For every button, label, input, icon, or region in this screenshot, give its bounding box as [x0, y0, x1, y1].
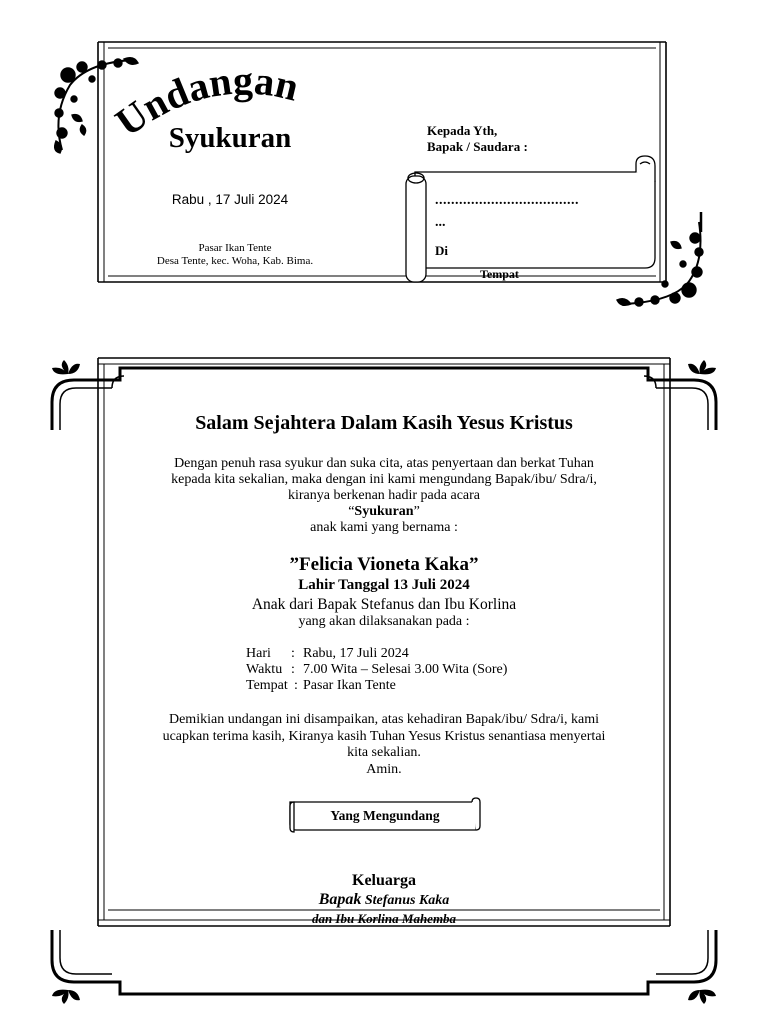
detail-waktu-value: 7.00 Wita – Selesai 3.00 Wita (Sore): [303, 662, 508, 677]
amen: Amin.: [366, 762, 402, 777]
event-name: Syukuran: [354, 504, 414, 519]
recipient-title: Bapak / Saudara :: [427, 139, 528, 154]
signature-ibu: dan Ibu Korlina Mahemba: [311, 911, 457, 925]
detail-hari-sep: :: [291, 646, 295, 661]
signature-bapak-word: Bapak: [318, 891, 362, 908]
held-on-line: yang akan dilaksanakan pada :: [298, 614, 470, 629]
quote-close: ”: [413, 504, 420, 519]
detail-tempat-label: Tempat: [246, 678, 288, 693]
detail-waktu-sep: :: [291, 662, 295, 677]
title-syukuran: Syukuran: [168, 122, 292, 154]
detail-hari-label: Hari: [246, 646, 271, 661]
detail-waktu-label: Waktu: [246, 662, 283, 677]
intro-line-3: kiranya berkenan hadir pada acara: [288, 488, 480, 503]
birth-date: Lahir Tanggal 13 Juli 2024: [298, 577, 470, 593]
recipient-name-blank: ....................................: [435, 193, 579, 208]
recipient-label: Kepada Yth,: [427, 123, 498, 138]
child-intro: anak kami yang bernama :: [310, 520, 458, 535]
venue-address: Desa Tente, kec. Woha, Kab. Bima.: [156, 255, 314, 267]
parents-line: Anak dari Bapak Stefanus dan Ibu Korlina: [251, 596, 517, 613]
closing-line-3: kita sekalian.: [347, 745, 421, 760]
signature-bapak-name: Stefanus Kaka: [361, 893, 450, 908]
recipient-name-blank-2: ...: [435, 215, 446, 230]
tempat-label: Tempat: [480, 267, 519, 281]
detail-hari-value: Rabu, 17 Juli 2024: [303, 646, 409, 661]
signature-bapak: [100, 891, 668, 909]
floral-corner-icon: [615, 212, 707, 308]
closing-line-1: Demikian undangan ini disampaikan, atas kehadiran Bapak/ibu/ Sdra/i, kami: [168, 712, 599, 727]
detail-tempat-value: Pasar Ikan Tente: [303, 678, 396, 693]
intro-line-1: Dengan penuh rasa syukur dan suka cita, atas penyertaan dan berkat Tuhan: [174, 456, 594, 471]
di-label: Di: [435, 243, 448, 258]
child-name: ”Felicia Vioneta Kaka”: [289, 554, 479, 575]
intro-line-2: kepada kita sekalian, maka dengan ini kami mengundang Bapak/ibu/ Sdra/i,: [171, 472, 597, 487]
quote-open: “: [348, 504, 355, 519]
closing-line-2: ucapkan terima kasih, Kiranya kasih Tuhan Yesus Kristus senantiasa menyertai: [162, 729, 606, 744]
greeting-heading: Salam Sejahtera Dalam Kasih Yesus Kristus: [195, 412, 573, 434]
family-label: Keluarga: [352, 872, 416, 889]
venue-name: Pasar Ikan Tente: [198, 242, 272, 254]
title-undangan: Undangan: [107, 57, 303, 146]
event-name-line: [100, 504, 668, 520]
detail-tempat-sep: :: [294, 678, 298, 693]
event-date: Rabu , 17 Juli 2024: [171, 192, 289, 207]
inviter-label: Yang Mengundang: [330, 808, 440, 823]
